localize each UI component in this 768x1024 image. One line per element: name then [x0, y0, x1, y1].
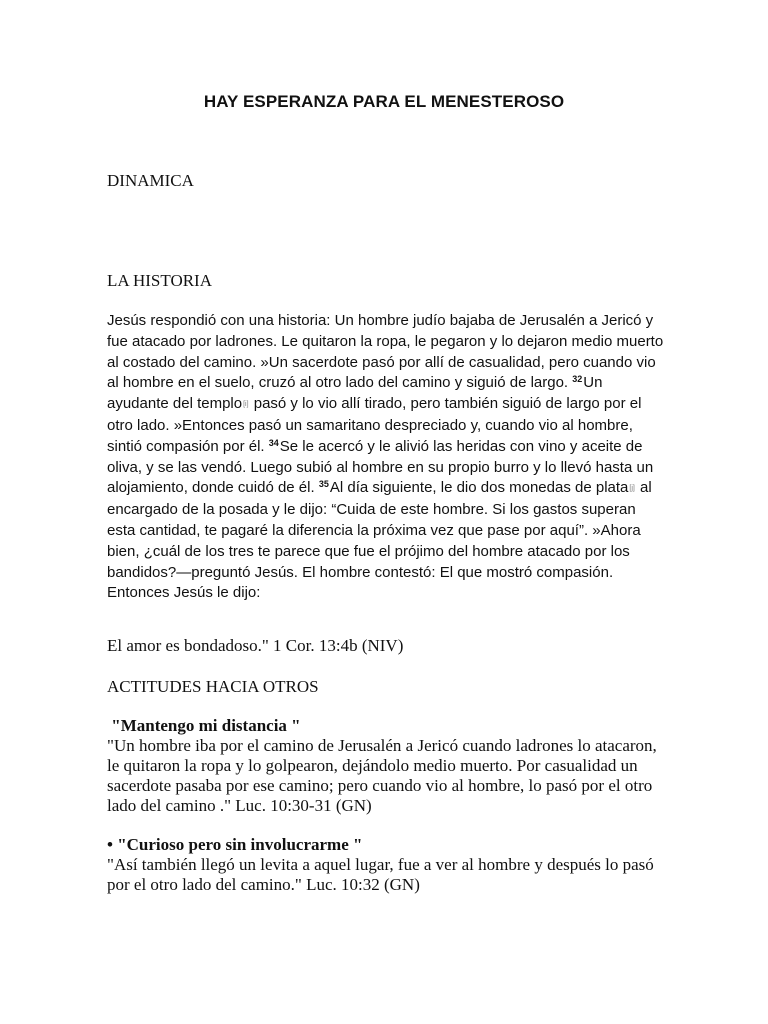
story-text: Se le acercó y le alivió las heridas con vino y aceite de oliva, y se las vendó. Luego subió al hombre en su propio burro y lo llevó hasta un alojamiento, donde cuidó de él.	[107, 437, 654, 497]
quote-amor: El amor es bondadoso." 1 Cor. 13:4b (NIV)	[107, 636, 404, 655]
attitude-verse: "Un hombre iba por el camino de Jerusalén a Jericó cuando ladrones lo atacaron, le quitaron la ropa y lo golpearon, dejándolo medio muerto. Por casualidad un sacerdote pasaba por ese camino; pero cuando vio al hombre, lo pasó por el otro lado del camino ." Luc. 10:30-31 (GN)	[107, 736, 657, 815]
attitude-heading: "Mantengo mi distancia "	[107, 716, 301, 735]
heading-dinamica: DINAMICA	[107, 171, 194, 190]
heading-actitudes: ACTITUDES HACIA OTROS	[107, 677, 319, 696]
verse-number: 32	[572, 374, 583, 385]
verse-number: 34	[268, 437, 279, 448]
attitude-verse: "Así también llegó un levita a aquel lugar, fue a ver al hombre y después lo pasó por el otro lado del camino." Luc. 10:32 (GN)	[107, 855, 654, 894]
story-paragraph	[107, 311, 665, 604]
heading-historia: LA HISTORIA	[107, 271, 212, 290]
story-text: Jesús respondió con una historia: Un hombre judío bajaba de Jerusalén a Jericó y fue atacado por ladrones. Le quitaron la ropa, le pegaron y lo dejaron medio muerto al costado del camino. »Un sacerdote pasó por allí de casualidad, pero cuando vio al hombre en el suelo, cruzó al otro lado del camino y siguió de largo.	[107, 312, 664, 392]
story-text: Un ayudante del templo	[107, 374, 603, 413]
story-text: pasó y lo vio allí tirado, pero también siguió de largo por el otro lado. »Entonces pasó un samaritano despreciado y, cuando vio al hombre, sintió compasión por él.	[107, 395, 642, 455]
story-text: Al día siguiente, le dio dos monedas de plata	[329, 479, 629, 497]
story-text: al encargado de la posada y le dijo: “Cuida de este hombre. Si los gastos superan esta cantidad, te pagaré la diferencia la próxima vez que pase por aquí”. »Ahora bien, ¿cuál de los tres te parece que fue el prójimo del hombre atacado por los bandidos?—preguntó Jesús. El hombre contestó: El que mostró compasión. Entonces Jesús le dijo:	[107, 479, 652, 602]
attitude-heading: • "Curioso pero sin involucrarme "	[107, 835, 363, 854]
attitude-section	[107, 835, 667, 895]
attitude-section	[107, 716, 667, 816]
footnote-reference[interactable]: [j]	[629, 485, 635, 493]
footnote-reference[interactable]: [i]	[243, 401, 249, 409]
document-title: HAY ESPERANZA PARA EL MENESTEROSO	[203, 92, 565, 111]
verse-number: 35	[318, 479, 329, 490]
